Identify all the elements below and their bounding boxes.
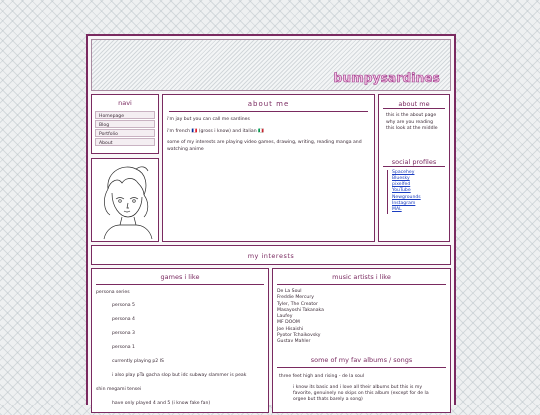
social-link-spacehey[interactable]: Spacehey [392, 169, 415, 175]
divider [383, 108, 445, 109]
artist-item: Tyler, The Creator [277, 301, 318, 307]
artist-list [273, 289, 450, 346]
games-heading: games i like [160, 273, 200, 281]
artist-item: Freddie Mercury [277, 295, 314, 301]
interests-bar [91, 245, 451, 265]
about-line: i'm jay but you can call me sardines [167, 117, 250, 122]
about-me-heading: about me [247, 100, 290, 108]
games-panel [91, 268, 269, 413]
interests-heading: my interests [247, 252, 295, 260]
divider [383, 166, 445, 167]
navi-list [95, 111, 155, 146]
social-link-youtube[interactable]: YouTube [392, 188, 411, 194]
divider [96, 284, 264, 285]
game-item: have only played 4 and 5 (i know fake fan) [112, 401, 211, 406]
divider [277, 284, 446, 285]
site-header [91, 39, 451, 91]
artist-item: Pyotor Tchaikovsky [277, 333, 321, 339]
artist-item: De La Soul [277, 289, 302, 294]
album-title: three feet high and rising - de la soul [279, 373, 365, 379]
sidebar-panel [378, 94, 450, 242]
navi-item-homepage[interactable]: Homepage [95, 111, 155, 119]
site-title[interactable]: bumpysardines [333, 71, 440, 85]
social-links [387, 170, 449, 214]
about-me-panel [162, 94, 375, 242]
avatar-drawing [91, 158, 159, 242]
about-line: some of my interests are playing video games, drawing, writing, reading manga and watching anime [167, 140, 362, 152]
music-panel [272, 268, 451, 413]
album-comment: i know its basic and i love all their albums but this is my favorite, genuinely no skips on this album (except for de la orgee but thats barely a song) [293, 384, 429, 403]
social-profiles-heading: social profiles [391, 157, 437, 166]
social-link-pixelfed[interactable]: pixelfed [392, 182, 411, 188]
navi-heading: navi [118, 99, 132, 107]
social-link-newgrounds[interactable]: Newgrounds [392, 194, 421, 200]
about-line: i'm french 🇫🇷 (gross i know) and italian 🇮🇹 [167, 128, 264, 134]
games-intro: persona series [96, 290, 130, 295]
divider [277, 367, 446, 368]
navi-item-about[interactable]: About [95, 138, 155, 146]
game-item: currently playing p2 IS [112, 359, 164, 364]
sidebar-heading: about me [398, 100, 430, 108]
artist-item: Gustav Mahler [277, 339, 311, 345]
page-frame [86, 34, 456, 405]
artist-item: Joe Hisaishi [277, 326, 304, 332]
divider [169, 111, 368, 112]
game-series: shin megami tensei [96, 387, 142, 392]
game-item: persona 3 [112, 331, 135, 336]
albums-heading: some of my fav albums / songs [310, 355, 413, 364]
game-item: persona 4 [112, 317, 135, 322]
social-link-instagram[interactable]: Instagram [392, 200, 416, 206]
navi-panel [91, 94, 159, 154]
game-item: persona 5 [112, 303, 135, 308]
sidebar-text: this is the about page why are you reading this look at the middle [386, 113, 438, 131]
navi-item-blog[interactable]: Blog [95, 120, 155, 128]
game-item: persona 1 [112, 345, 135, 350]
music-heading: music artists i like [332, 273, 391, 281]
social-link-mal[interactable]: MAL [392, 207, 402, 213]
game-item: i also play pTa gacha slop but idc subway slammer is peak [112, 373, 247, 378]
artist-item: MF DOOM [277, 320, 300, 326]
social-link-bluesky[interactable]: Bluesky [392, 175, 410, 181]
character-sketch-icon [92, 159, 158, 241]
artist-item: Laufey [277, 314, 293, 320]
artist-item: Masayoshi Takanaka [277, 307, 324, 313]
navi-item-portfolio[interactable]: Portfolio [95, 129, 155, 137]
